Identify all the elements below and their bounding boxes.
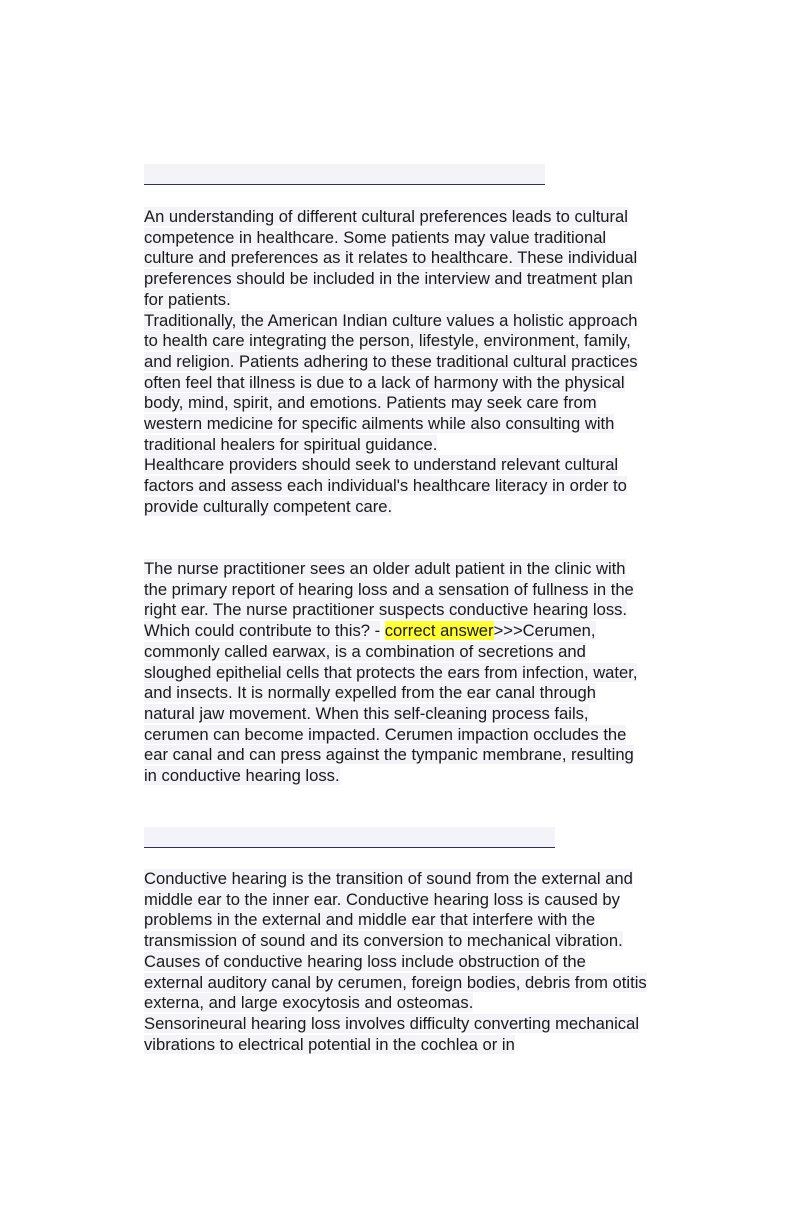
question-text: The nurse practitioner sees an older adult patient in the clinic with the primary report of hearing loss and a sensation of fullness in the right ear. The nurse practitioner suspects conductive hearing loss. Which could contribute to this? - [144,559,634,641]
paragraph [144,1014,649,1055]
paragraph-text: Conductive hearing is the transition of sound from the external and middle ear to the inner ear. Conductive hearing loss is caused by problems in the external and middle ear that interfere with the transmission of sound and its conversion to mechanical vibration. Causes of conductive hearing loss include obstruction of the external auditory canal by cerumen, foreign bodies, debris from otitis externa, and large exocytosis and osteomas. [144,869,647,1013]
paragraph [144,207,649,311]
paragraph-text: Sensorineural hearing loss involves difficulty converting mechanical vibrations to electrical potential in the cochlea or in [144,1013,640,1054]
hearing-loss-section [144,869,649,1055]
paragraph-text: Healthcare providers should seek to understand relevant cultural factors and assess each individual's healthcare literacy in order to provide culturally competent care. [144,455,627,516]
paragraph [144,869,649,1014]
question-answer-section [144,559,649,787]
paragraph-text: An understanding of different cultural preferences leads to cultural competence in healthcare. Some patients may value traditional culture and preferences as it relates to healthcare. These individual preferences should be included in the interview and treatment plan for patients. [144,207,638,309]
paragraph [144,311,649,456]
cultural-competence-section [144,207,649,518]
paragraph [144,455,649,517]
section-divider [144,164,545,185]
question-paragraph [144,559,649,787]
section-divider [144,827,555,848]
answer-text: >>>Cerumen, commonly called earwax, is a combination of secretions and sloughed epithelial cells that protects the ears from infection, water, and insects. It is normally expelled from the ear canal through natural jaw movement. When this self-cleaning process fails, cerumen can become impacted. Cerumen impaction occludes the ear canal and can press against the tympanic membrane, resulting in conductive hearing loss. [144,621,638,786]
paragraph-text: Traditionally, the American Indian culture values a holistic approach to health care integrating the person, lifestyle, environment, family, and religion. Patients adhering to these traditional cultural practices often feel that illness is due to a lack of harmony with the physical body, mind, spirit, and emotions. Patients may seek care from western medicine for specific ailments while also consulting with traditional healers for spiritual guidance. [144,310,638,454]
correct-answer-highlight: correct answer [384,621,494,641]
